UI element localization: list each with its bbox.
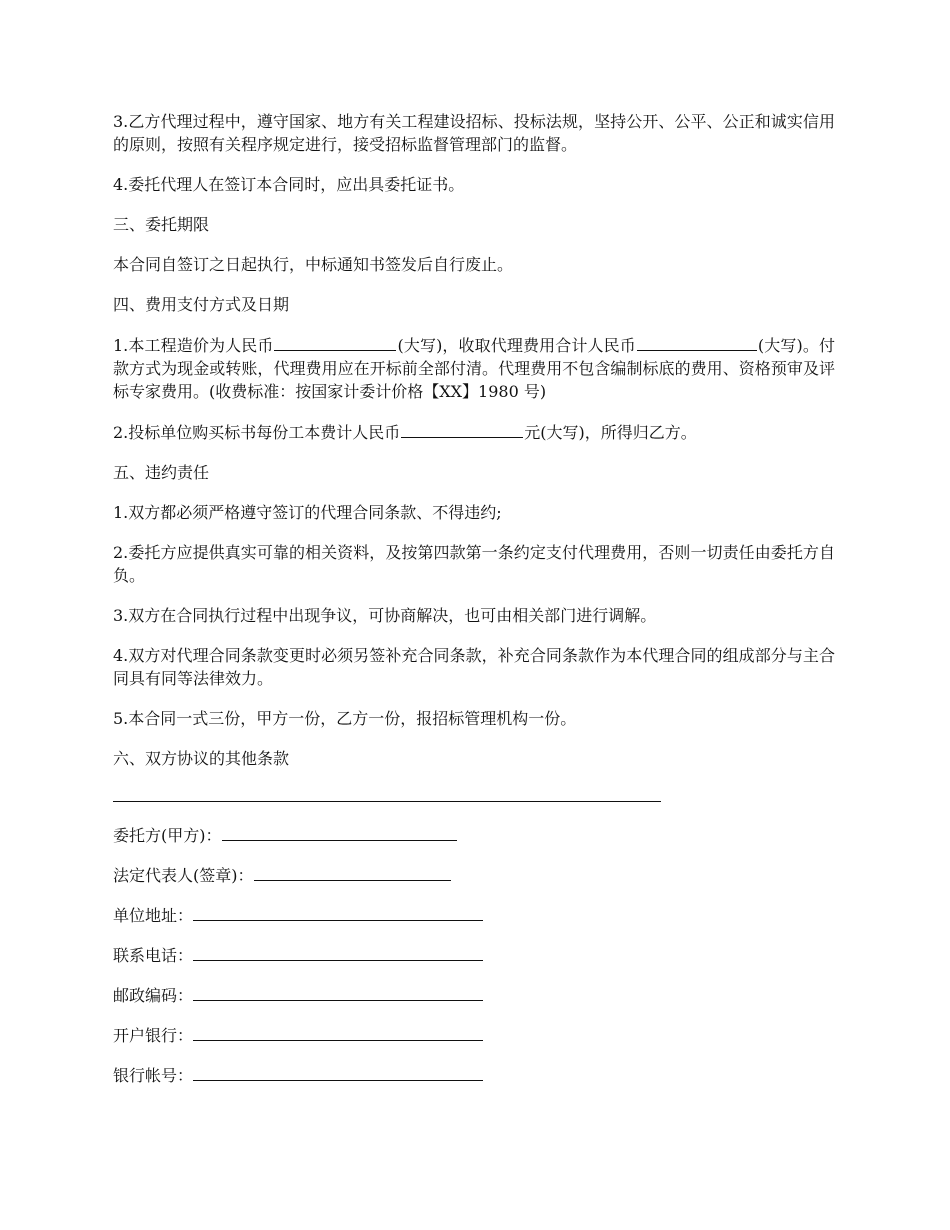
section-heading-other-terms: 六、双方协议的其他条款 bbox=[113, 749, 290, 768]
agency-fee-blank[interactable] bbox=[637, 333, 757, 351]
signature-address-row bbox=[113, 903, 835, 926]
clause-payment-1-part-c: (大写)。付款方式为现金或转账，代理费用应在开标前全部付清。代理费用不包含编制标底的费用、资格预审及评标专家费用。(收费标准：按国家计委计价格【XX】1980 号) bbox=[113, 336, 835, 401]
signature-bank-label: 开户银行： bbox=[113, 1026, 194, 1045]
signature-client-field[interactable] bbox=[222, 823, 457, 841]
clause-agent-certificate: 4.委托代理人在签订本合同时，应出具委托证书。 bbox=[113, 175, 465, 194]
section-heading-payment: 四、费用支付方式及日期 bbox=[113, 295, 290, 314]
clause-liability-5: 5.本合同一式三份，甲方一份，乙方一份，报招标管理机构一份。 bbox=[113, 709, 577, 728]
signature-phone-field[interactable] bbox=[193, 943, 483, 961]
signature-account-field[interactable] bbox=[193, 1063, 483, 1081]
clause-term-text: 本合同自签订之日起执行，中标通知书签发后自行废止。 bbox=[113, 255, 514, 274]
signature-legal-rep-field[interactable] bbox=[254, 863, 451, 881]
clause-liability-4: 4.双方对代理合同条款变更时必须另签补充合同条款，补充合同条款作为本代理合同的组成部分与主合同具有同等法律效力。 bbox=[113, 646, 835, 688]
clause-payment-2-part-b: 元(大写)，所得归乙方。 bbox=[524, 423, 697, 442]
signature-postcode-label: 邮政编码： bbox=[113, 986, 194, 1005]
clause-payment-2 bbox=[113, 420, 835, 444]
clause-liability-3: 3.双方在合同执行过程中出现争议，可协商解决，也可由相关部门进行调解。 bbox=[113, 606, 657, 625]
other-terms-blank-line[interactable] bbox=[113, 787, 661, 802]
clause-payment-1-part-a: 1.本工程造价为人民币 bbox=[113, 336, 274, 355]
clause-payment-1-part-b: (大写)，收取代理费用合计人民币 bbox=[397, 336, 636, 355]
clause-liability-1: 1.双方都必须严格遵守签订的代理合同条款、不得违约; bbox=[113, 503, 502, 522]
clause-liability-2: 2.委托方应提供真实可靠的相关资料，及按第四款第一条约定支付代理费用，否则一切责任由委托方自负。 bbox=[113, 543, 835, 585]
signature-postcode-row bbox=[113, 983, 835, 1006]
tender-doc-fee-blank[interactable] bbox=[401, 420, 523, 438]
contract-page bbox=[113, 110, 835, 1103]
signature-phone-label: 联系电话： bbox=[113, 946, 194, 965]
signature-legal-rep-row bbox=[113, 863, 835, 886]
section-heading-liability: 五、违约责任 bbox=[113, 463, 210, 482]
signature-bank-field[interactable] bbox=[193, 1023, 483, 1041]
signature-client-row bbox=[113, 823, 835, 846]
signature-client-label: 委托方(甲方)： bbox=[113, 826, 222, 845]
signature-address-field[interactable] bbox=[193, 903, 483, 921]
section-heading-term: 三、委托期限 bbox=[113, 215, 210, 234]
signature-bank-row bbox=[113, 1023, 835, 1046]
clause-payment-2-part-a: 2.投标单位购买标书每份工本费计人民币 bbox=[113, 423, 401, 442]
project-cost-blank[interactable] bbox=[274, 333, 396, 351]
signature-account-label: 银行帐号： bbox=[113, 1066, 194, 1085]
signature-address-label: 单位地址： bbox=[113, 906, 194, 925]
signature-legal-rep-label: 法定代表人(签章)： bbox=[113, 866, 254, 885]
signature-account-row bbox=[113, 1063, 835, 1086]
signature-postcode-field[interactable] bbox=[193, 983, 483, 1001]
signature-phone-row bbox=[113, 943, 835, 966]
clause-agent-compliance: 3.乙方代理过程中，遵守国家、地方有关工程建设招标、投标法规，坚持公开、公平、公正和诚实信用的原则，按照有关程序规定进行，接受招标监督管理部门的监督。 bbox=[113, 112, 835, 154]
clause-payment-1 bbox=[113, 333, 835, 403]
